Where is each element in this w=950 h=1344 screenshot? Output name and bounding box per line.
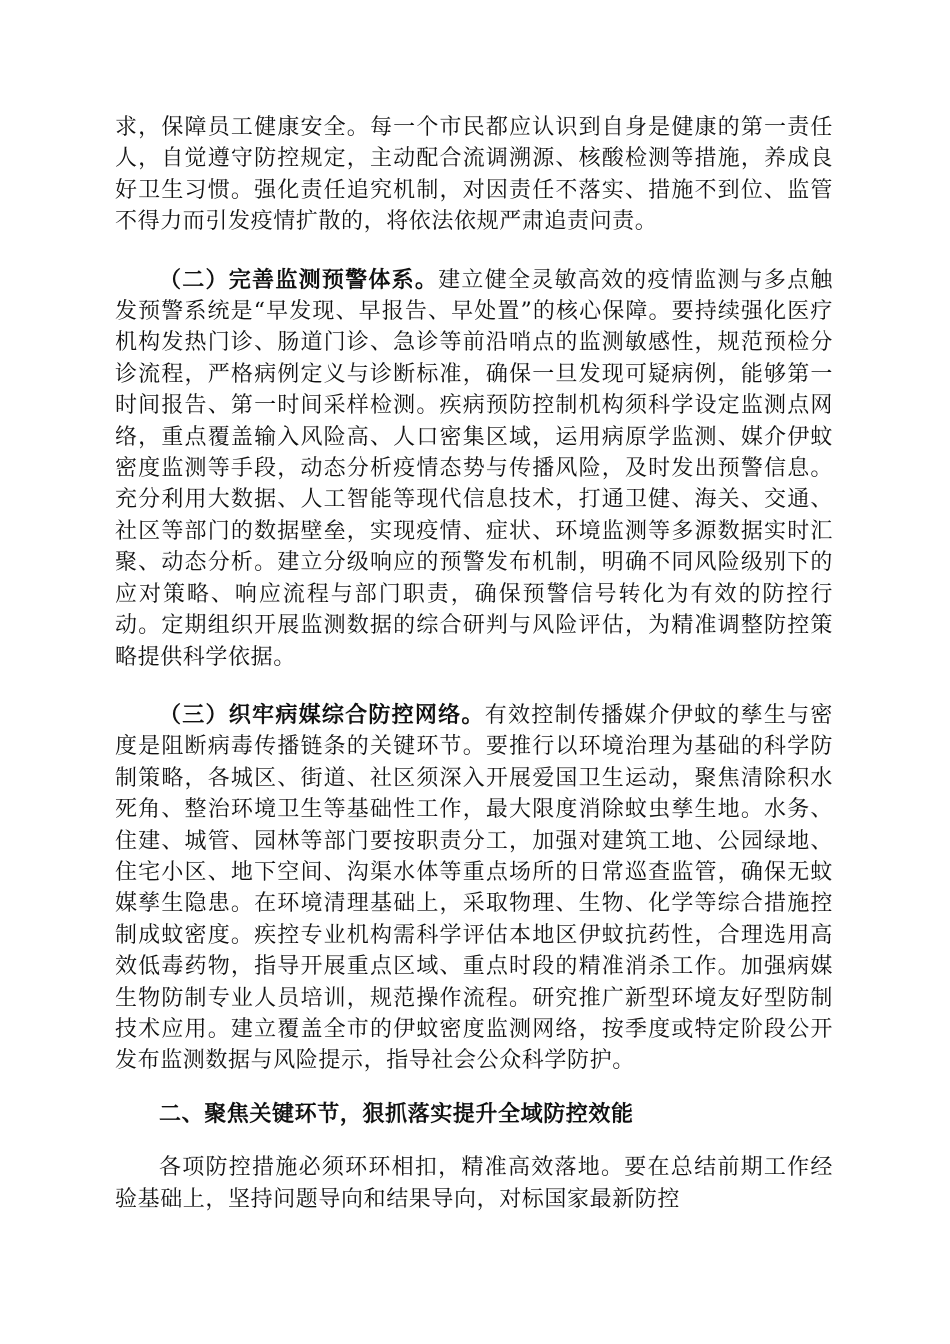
document-page [115,112,833,1215]
section-2-body: 建立健全灵敏高效的疫情监测与多点触发预警系统是“早发现、早报告、早处置”的核心保障。要持续强化医疗机构发热门诊、肠道门诊、急诊等前沿哨点的监测敏感性，规范预检分诊流程，严格病例定义与诊断标准，确保一旦发现可疑病例，能够第一时间报告、第一时间采样检测。疾病预防控制机构须科学设定监测点网络，重点覆盖输入风险高、人口密集区域，运用病原学监测、媒介伊蚊密度监测等手段，动态分析疫情态势与传播风险，及时发出预警信息。充分利用大数据、人工智能等现代信息技术，打通卫健、海关、交通、社区等部门的数据壁垒，实现疫情、症状、环境监测等多源数据实时汇聚、动态分析。建立分级响应的预警发布机制，明确不同风险级别下的应对策略、响应流程与部门职责，确保预警信号转化为有效的防控行动。定期组织开展监测数据的综合研判与风险评估，为精准调整防控策略提供科学依据。 [115,267,833,670]
chapter-2-heading: 二、聚焦关键环节，狠抓落实提升全域防控效能 [159,1100,634,1127]
paragraph-continued: 求，保障员工健康安全。每一个市民都应认识到自身是健康的第一责任人，自觉遵守防控规定，主动配合流调溯源、核酸检测等措施，养成良好卫生习惯。强化责任追究机制，对因责任不落实、措施不到位、监管不得力而引发疫情扩散的，将依法依规严肃追责问责。 [115,115,833,235]
section-3-body: 有效控制传播媒介伊蚊的孳生与密度是阻断病毒传播链条的关键环节。要推行以环境治理为基础的科学防制策略，各城区、街道、社区须深入开展爱国卫生运动，聚焦清除积水死角、整治环境卫生等基础性工作，最大限度消除蚊虫孳生地。水务、住建、城管、园林等部门要按职责分工，加强对建筑工地、公园绿地、住宅小区、地下空间、沟渠水体等重点场所的日常巡查监管，确保无蚊媒孳生隐患。在环境清理基础上，采取物理、生物、化学等综合措施控制成蚊密度。疾控专业机构需科学评估本地区伊蚊抗药性，合理选用高效低毒药物，指导开展重点区域、重点时段的精准消杀工作。加强病媒生物防制专业人员培训，规范操作流程。研究推广新型环境友好型防制技术应用。建立覆盖全市的伊蚊密度监测网络，按季度或特定阶段公开发布监测数据与风险提示，指导社会公众科学防护。 [115,702,833,1074]
section-3-paragraph [115,700,833,1077]
chapter-2-intro-paragraph: 各项防控措施必须环环相扣，精准高效落地。要在总结前期工作经验基础上，坚持问题导向和结果导向，对标国家最新防控 [115,1155,833,1212]
section-3-title: （三）织牢病媒综合防控网络。 [159,701,485,728]
section-2-paragraph [115,265,833,673]
section-2-title: （二）完善监测预警体系。 [159,266,439,293]
